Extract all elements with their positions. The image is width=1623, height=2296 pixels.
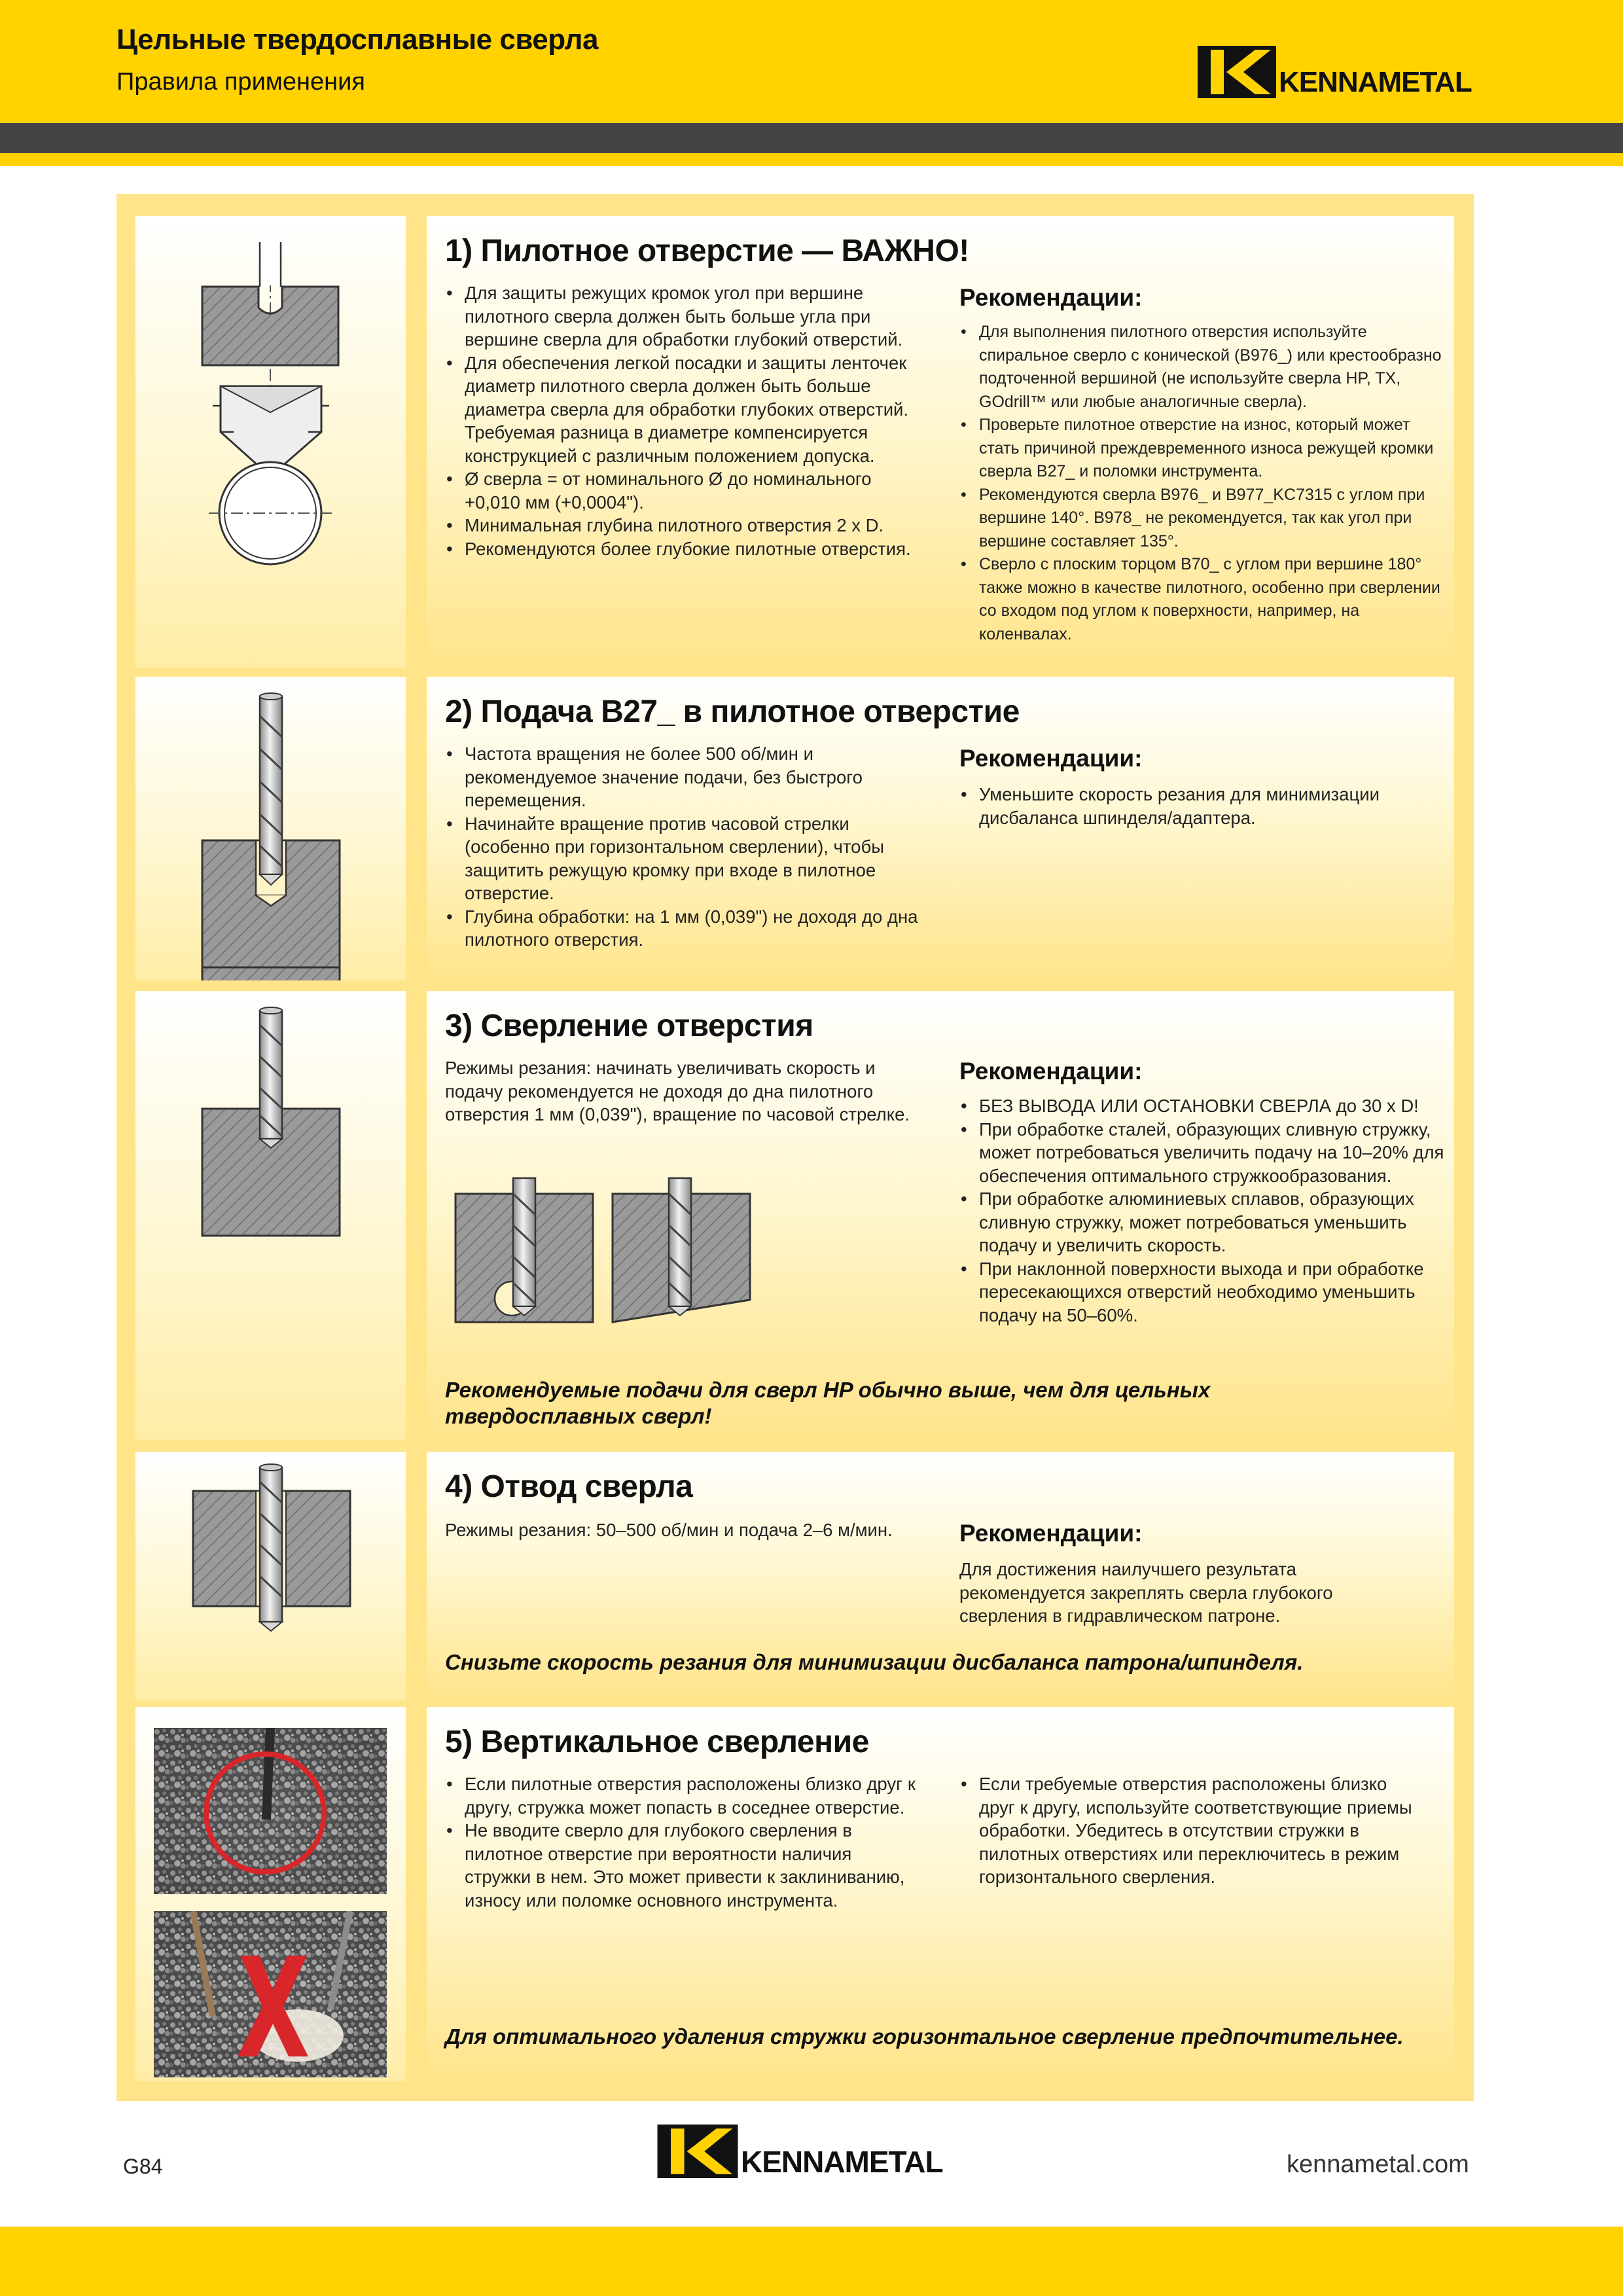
section-3-text: Режимы резания: начинать увеличивать скорость и подачу рекомендуется не доходя до дна пилотного отверстия 1 мм (0,039"), вращение по часовой стрелке. bbox=[445, 1058, 910, 1124]
page-subtitle: Правила применения bbox=[116, 68, 365, 96]
logo-wordmark: KENNAMETAL bbox=[741, 2145, 943, 2179]
header-dark-band bbox=[0, 123, 1623, 153]
drill-entering-pilot-diagram bbox=[135, 677, 406, 980]
section-1-illustration-box bbox=[135, 216, 406, 668]
pilot-hole-diagram bbox=[135, 216, 406, 668]
list-item: • Начинайте вращение против часовой стрелки (особенно при горизонтальном сверлении), чтобы защитить режущую кромку при входе в пилотное отверстие. bbox=[445, 812, 929, 905]
section-4-recommendations-text: Для достижения наилучшего результата рекомендуется закреплять сверла глубокого сверления в гидравлическом патроне. bbox=[959, 1559, 1333, 1626]
section-1-bullets bbox=[445, 281, 929, 560]
list-item: • Ø сверла = от номинального Ø до номинального +0,010 мм (+0,0004"). bbox=[445, 467, 929, 514]
list-item: • Проверьте пилотное отверстие на износ, который может стать причиной преждевременного износа режущей кромки сверла B27_ и поломки инструмента. bbox=[959, 414, 1449, 484]
list-item: • Для обеспечения легкой посадки и защиты ленточек диаметр пилотного сверла должен быть больше диаметра сверла для обработки глубоких отверстий. Требуемая разница в диаметре компенсируется конструкцией с различным положением допуска. bbox=[445, 351, 929, 468]
page-title: Цельные твердосплавные сверла bbox=[116, 24, 598, 56]
exit-conditions-diagram bbox=[453, 1172, 760, 1329]
list-item: • Если пилотные отверстия расположены близко друг к другу, стружка может попасть в соседнее отверстие. bbox=[445, 1772, 916, 1819]
list-item: • Если требуемые отверстия расположены близко друг к другу, используйте соответствующие приемы обработки. Убедитесь в отсутствии стружки в пилотных отверстиях или переключитесь в режим горизонтального сверления. bbox=[959, 1772, 1418, 1889]
kennametal-k-icon bbox=[657, 2125, 738, 2178]
kennametal-k-icon bbox=[1198, 46, 1276, 98]
section-5-bullets bbox=[445, 1772, 916, 1912]
page-number: G84 bbox=[123, 2155, 163, 2178]
section-5-right-bullets bbox=[959, 1772, 1418, 1889]
section-3-title: 3) Сверление отверстия bbox=[445, 1009, 813, 1043]
logo-wordmark: KENNAMETAL bbox=[1279, 66, 1472, 98]
section-3-recommendations bbox=[959, 1094, 1457, 1327]
section-4-text: Режимы резания: 50–500 об/мин и подача 2–6 м/мин. bbox=[445, 1520, 893, 1540]
section-1-recommendations bbox=[959, 321, 1449, 646]
section-5-title: 5) Вертикальное сверление bbox=[445, 1725, 869, 1759]
footer-yellow-bar bbox=[0, 2227, 1623, 2296]
header-bar bbox=[0, 0, 1623, 123]
list-item: • Минимальная глубина пилотного отверстия 2 x D. bbox=[445, 514, 929, 537]
cross-warning-icon bbox=[234, 1949, 312, 2060]
list-item: • Не вводите сверло для глубокого сверления в пилотное отверстие при вероятности наличия стружки в нем. Это может привести к заклиниванию, износу или поломке основного инструмента. bbox=[445, 1819, 916, 1912]
list-item: • Уменьшите скорость резания для минимизации дисбаланса шпинделя/адаптера. bbox=[959, 783, 1449, 829]
section-5-illustration-box bbox=[135, 1707, 406, 2081]
section-1-recommendations-heading: Рекомендации: bbox=[959, 284, 1143, 311]
section-1-title: 1) Пилотное отверстие — ВАЖНО! bbox=[445, 234, 969, 268]
section-3-note: Рекомендуемые подачи для сверл HP обычно выше, чем для цельных твердосплавных сверл! bbox=[445, 1378, 1211, 1428]
section-2-recommendations-heading: Рекомендации: bbox=[959, 745, 1143, 772]
list-item: • Сверло с плоским торцом B70_ с углом при вершине 180° также можно в качестве пилотного, особенно при сверлении со входом под углом к поверхности, например, на коленвалах. bbox=[959, 553, 1449, 646]
website-link[interactable]: kennametal.com bbox=[1287, 2151, 1469, 2178]
section-4-title: 4) Отвод сверла bbox=[445, 1469, 693, 1504]
chips-in-hole-photo bbox=[154, 1728, 387, 1894]
list-item: • БЕЗ ВЫВОДА ИЛИ ОСТАНОВКИ СВЕРЛА до 30 x D! bbox=[959, 1094, 1457, 1118]
list-item: • При обработке сталей, образующих сливную стружку, может потребоваться увеличить подачу на 10–20% для обеспечения оптимального стружкообразования. bbox=[959, 1118, 1457, 1188]
kennametal-logo bbox=[1198, 46, 1472, 98]
section-2-title: 2) Подача B27_ в пилотное отверстие bbox=[445, 694, 1020, 729]
section-5-note: Для оптимального удаления стружки горизонтальное сверление предпочтительнее. bbox=[445, 2024, 1404, 2049]
section-3-illustration-box bbox=[135, 991, 406, 1440]
section-4-note: Снизьте скорость резания для минимизации дисбаланса патрона/шпинделя. bbox=[445, 1650, 1304, 1674]
list-item: • При обработке алюминиевых сплавов, образующих сливную стружку, может потребоваться уменьшить подачу и увеличить скорость. bbox=[959, 1187, 1457, 1257]
list-item: • При наклонной поверхности выхода и при обработке пересекающихся отверстий необходимо уменьшить подачу на 50–60%. bbox=[959, 1257, 1457, 1327]
drilling-diagram bbox=[135, 991, 406, 1440]
list-item: • Рекомендуются сверла B976_ и B977_KC7315 с углом при вершине 140°. B978_ не рекомендуется, так как угол при вершине составляет 135°. bbox=[959, 484, 1449, 554]
section-4-recommendations-heading: Рекомендации: bbox=[959, 1520, 1143, 1547]
list-item: • Для защиты режущих кромок угол при вершине пилотного сверла должен быть больше угла при вершине сверла для обработки глубокий отверстий. bbox=[445, 281, 929, 351]
list-item: • Глубина обработки: на 1 мм (0,039") не доходя до дна пилотного отверстия. bbox=[445, 905, 929, 952]
drill-retraction-diagram bbox=[135, 1452, 406, 1700]
section-2-illustration-box bbox=[135, 677, 406, 980]
footer-kennametal-logo bbox=[657, 2125, 943, 2178]
list-item: • Частота вращения не более 500 об/мин и рекомендуемое значение подачи, без быстрого перемещения. bbox=[445, 742, 929, 812]
section-2-recommendations bbox=[959, 783, 1449, 829]
section-4-illustration-box bbox=[135, 1452, 406, 1700]
list-item: • Для выполнения пилотного отверстия используйте спиральное сверло с конической (B976_) или крестообразно подточенной вершиной (не используйте сверла HP, TX, GOdrill™ или любые аналогичные сверла). bbox=[959, 321, 1449, 414]
list-item: • Рекомендуются более глубокие пилотные отверстия. bbox=[445, 537, 929, 561]
header-yellow-line bbox=[0, 153, 1623, 166]
section-2-bullets bbox=[445, 742, 929, 952]
section-3-recommendations-heading: Рекомендации: bbox=[959, 1058, 1143, 1085]
